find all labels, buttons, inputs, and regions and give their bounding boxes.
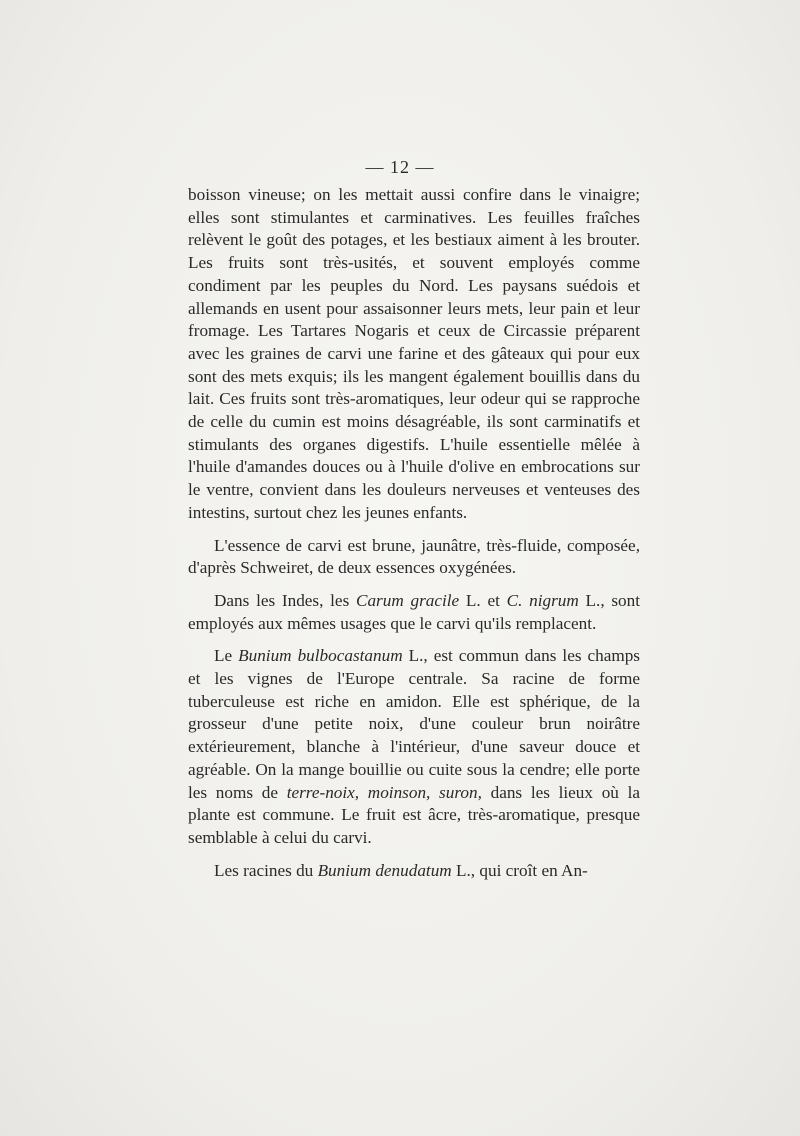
text-run: L., sont employés aux mêmes usages que le carvi qu'ils remplacent. bbox=[188, 590, 641, 633]
text-run: Le bbox=[214, 646, 239, 666]
paragraph bbox=[188, 535, 640, 580]
text-run: Dans les Indes, les bbox=[214, 590, 356, 610]
paragraph bbox=[188, 860, 640, 883]
body-text bbox=[188, 184, 640, 882]
text-run: L., qui croît en An- bbox=[451, 860, 588, 880]
italic-text-run: Carum gracile bbox=[356, 590, 460, 610]
paragraph bbox=[188, 184, 640, 525]
page-number: — 12 — bbox=[365, 157, 435, 177]
text-run: boisson vineuse; on les mettait aussi confire dans le vinaigre; elles sont stimulantes et carminatives. Les feuilles fraîches relèvent le goût des potages, et les bestiaux aiment à les brouter. Les fruits sont très-usités, et souvent employés comme condiment par les peuples du Nord. Les paysans suédois et allemands en usent pour assaisonner leurs mets, leur pain et leur fromage. Les Tartares Nogaris et ceux de Circassie préparent avec les graines de carvi une farine et des gâteaux qui pour eux sont des mets exquis; ils les mangent également bouillis dans du lait. Ces fruits sont très-aromatiques, leur odeur qui se rapproche de celle du cumin est moins désagréable, ils sont carminatifs et stimulants des organes digestifs. L'huile essentielle mêlée à l'huile d'amandes douces ou à l'huile d'olive en embrocations sur le ventre, convient dans les douleurs nerveuses et venteuses des intestins, surtout chez les jeunes enfants. bbox=[188, 185, 640, 522]
text-run: Les racines du bbox=[214, 860, 318, 880]
italic-text-run: Bunium bulbocastanum bbox=[238, 646, 403, 666]
text-run: L., est commun dans les champs et les vignes de l'Europe centrale. Sa racine de forme tuberculeuse est riche en amidon. Elle est sphérique, de la grosseur d'une petite noix, d'une couleur brun noirâtre extérieurement, blanche à l'intérieur, d'une saveur douce et agréable. On la mange bouillie ou cuite sous la cendre; elle porte les noms de bbox=[188, 646, 640, 802]
paragraph bbox=[188, 645, 640, 849]
text-run: dans les lieux où la plante est commune. Le fruit est âcre, très-aromatique, presque semblable à celui du carvi. bbox=[188, 782, 641, 847]
text-run: L'essence de carvi est brune, jaunâtre, très-fluide, composée, d'après Schweiret, de deux essences oxygénées. bbox=[188, 535, 640, 578]
italic-text-run: C. nigrum bbox=[506, 590, 579, 610]
text-run: L. et bbox=[459, 590, 507, 610]
paragraph bbox=[188, 590, 640, 635]
italic-text-run: terre-noix, moinson, suron, bbox=[286, 782, 482, 802]
italic-text-run: Bunium denudatum bbox=[317, 860, 452, 880]
